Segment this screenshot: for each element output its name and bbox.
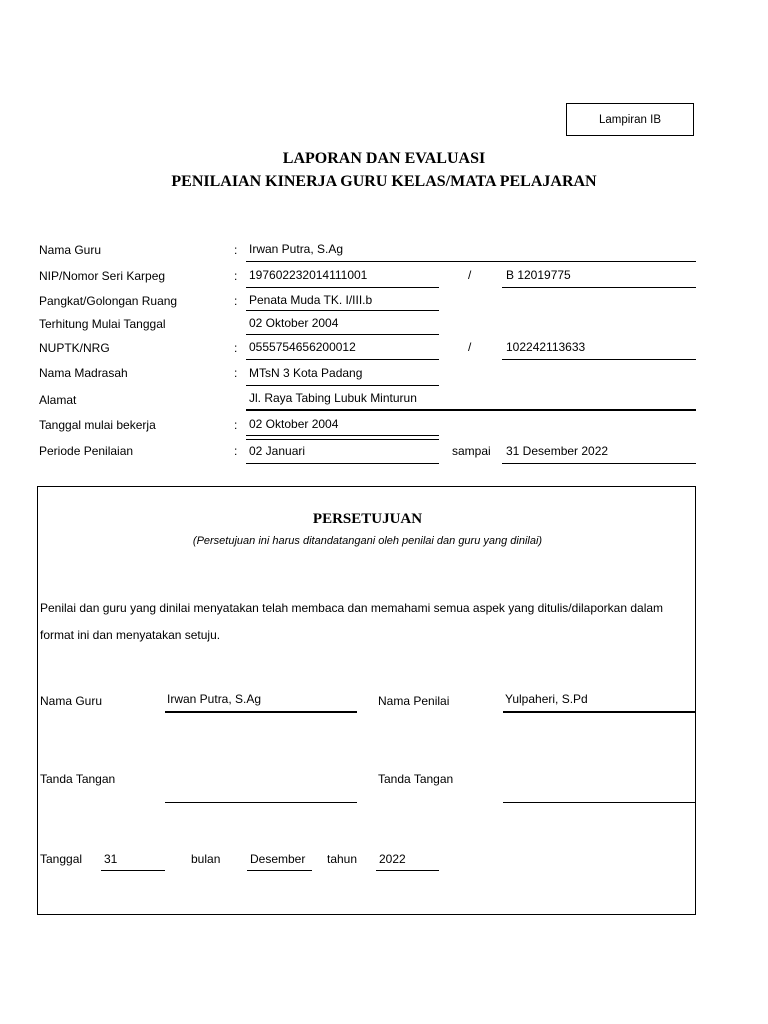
title-line-2: PENILAIAN KINERJA GURU KELAS/MATA PELAJARAN: [171, 173, 597, 190]
underline: [246, 359, 439, 360]
paragraph-line-2: format ini dan menyatakan setuju.: [40, 628, 221, 642]
colon: :: [234, 366, 238, 380]
alamat-value: Jl. Raya Tabing Lubuk Minturun: [249, 391, 417, 405]
persetujuan-subtitle: (Persetujuan ini harus ditandatangani oleh penilai dan guru yang dinilai): [192, 535, 543, 547]
underline: [246, 334, 439, 335]
persetujuan-box: [37, 486, 696, 915]
terhitung-label: Terhitung Mulai Tanggal: [39, 317, 166, 331]
nip-label: NIP/Nomor Seri Karpeg: [39, 269, 166, 283]
sampai-label: sampai: [452, 444, 491, 458]
colon: :: [234, 444, 238, 458]
underline: [246, 261, 696, 262]
mulai-bekerja-value: 02 Oktober 2004: [249, 417, 339, 431]
pangkat-label: Pangkat/Golongan Ruang: [39, 294, 178, 308]
underline: [376, 870, 439, 871]
underline: [101, 870, 165, 871]
tanggal-label: Tanggal: [40, 852, 83, 866]
underline: [246, 287, 439, 288]
persetujuan-title: PERSETUJUAN: [312, 511, 423, 527]
bulan-label: bulan: [191, 852, 221, 866]
underline: [165, 711, 357, 713]
underline: [502, 463, 696, 464]
nrg-value: 102242113633: [506, 340, 586, 354]
nama-guru-sign-label: Nama Guru: [40, 694, 103, 708]
mulai-bekerja-label: Tanggal mulai bekerja: [39, 418, 156, 432]
nuptk-separator: /: [468, 340, 472, 354]
tanda-tangan-penilai-label: Tanda Tangan: [378, 772, 454, 786]
underline: [246, 463, 439, 464]
periode-end-value: 31 Desember 2022: [506, 444, 609, 458]
colon: :: [234, 243, 238, 257]
underline: [246, 409, 696, 411]
bulan-value: Desember: [250, 852, 306, 866]
underline: [502, 359, 696, 360]
periode-start-value: 02 Januari: [249, 444, 306, 458]
signature-line-guru: [165, 802, 357, 803]
colon: :: [234, 341, 238, 355]
underline: [502, 287, 696, 288]
underline: [246, 385, 439, 386]
colon: :: [234, 418, 238, 432]
nama-penilai-value: Yulpaheri, S.Pd: [505, 692, 588, 706]
karpeg-value: B 12019775: [506, 268, 571, 282]
signature-line-penilai: [503, 802, 695, 803]
colon: :: [234, 294, 238, 308]
nuptk-value: 0555754656200012: [249, 340, 356, 354]
madrasah-value: MTsN 3 Kota Padang: [249, 366, 363, 380]
underline: [246, 310, 439, 311]
nuptk-label: NUPTK/NRG: [39, 341, 110, 355]
underline: [246, 439, 439, 440]
alamat-label: Alamat: [39, 393, 77, 407]
tanggal-value: 31: [104, 852, 118, 866]
tahun-value: 2022: [379, 852, 406, 866]
nama-guru-value: Irwan Putra, S.Ag: [249, 242, 344, 256]
nama-penilai-label: Nama Penilai: [378, 694, 450, 708]
colon: :: [234, 269, 238, 283]
madrasah-label: Nama Madrasah: [39, 366, 128, 380]
tahun-label: tahun: [327, 852, 358, 866]
terhitung-value: 02 Oktober 2004: [249, 316, 339, 330]
nip-value: 197602232014111001: [249, 268, 368, 282]
pangkat-value: Penata Muda TK. I/III.b: [249, 293, 373, 307]
underline: [503, 711, 695, 713]
paragraph-line-1: Penilai dan guru yang dinilai menyatakan telah membaca dan memahami semua aspek yang ditulis/dilaporkan dalam: [40, 601, 664, 615]
title-line-1: LAPORAN DAN EVALUASI: [282, 150, 486, 167]
nama-guru-sign-value: Irwan Putra, S.Ag: [167, 692, 262, 706]
periode-label: Periode Penilaian: [39, 444, 134, 458]
underline: [246, 435, 439, 436]
lampiran-label: Lampiran IB: [566, 103, 694, 136]
nip-separator: /: [468, 268, 472, 282]
underline: [247, 870, 312, 871]
tanda-tangan-guru-label: Tanda Tangan: [40, 772, 116, 786]
nama-guru-label: Nama Guru: [39, 243, 102, 257]
